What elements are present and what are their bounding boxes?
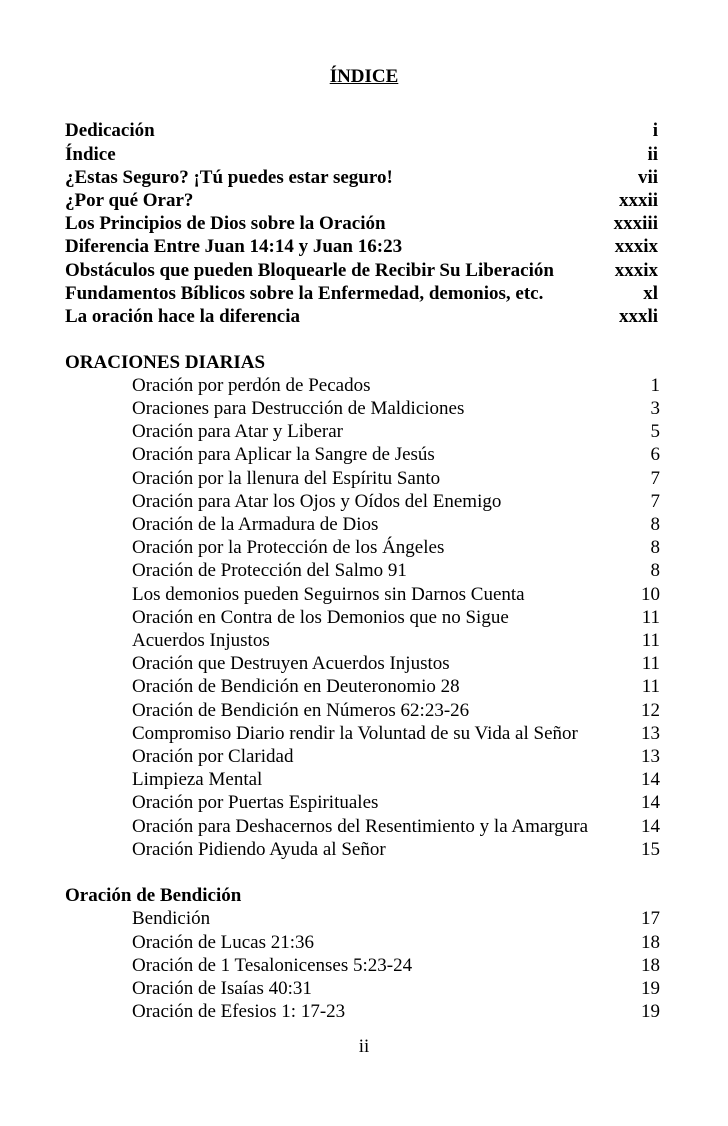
toc-entry xyxy=(0,305,728,328)
toc-entry-title: Oración en Contra de los Demonios que no Sigue xyxy=(132,607,509,628)
toc-entry-title: Oración de Lucas 21:36 xyxy=(132,932,315,953)
toc-entry-page: ii xyxy=(647,144,658,165)
toc-entry xyxy=(0,606,728,629)
toc-entry-page: 1 xyxy=(650,375,660,396)
toc-entry xyxy=(0,768,728,791)
toc-entry xyxy=(0,559,728,582)
toc-entry-page: 6 xyxy=(650,444,660,465)
toc-entry-title: Oración para Aplicar la Sangre de Jesús xyxy=(132,444,435,465)
toc-entry-title: Acuerdos Injustos xyxy=(132,630,270,651)
toc-entry-title: Los demonios pueden Seguirnos sin Darnos Cuenta xyxy=(132,584,525,605)
toc-entry-page: 14 xyxy=(641,792,660,813)
toc-entry-title: Oración de Isaías 40:31 xyxy=(132,978,312,999)
toc-entry-page: 13 xyxy=(641,723,660,744)
toc-entry-page: 18 xyxy=(641,932,660,953)
toc-entry-title: Oración por la llenura del Espíritu Santo xyxy=(132,468,441,489)
toc-entry xyxy=(0,235,728,258)
toc-entry-title: Oración que Destruyen Acuerdos Injustos xyxy=(132,653,450,674)
toc-entry-page: i xyxy=(652,120,658,141)
toc-entry xyxy=(0,954,728,977)
toc-entry xyxy=(0,652,728,675)
toc-entry-title: Oración para Atar los Ojos y Oídos del Enemigo xyxy=(132,491,502,512)
toc-entry xyxy=(0,629,728,652)
toc-entry-page: 14 xyxy=(641,769,660,790)
toc-entry-title: Oración para Deshacernos del Resentimiento y la Amargura xyxy=(132,816,589,837)
toc-entry-title: Diferencia Entre Juan 14:14 y Juan 16:23 xyxy=(65,236,403,257)
toc-entry xyxy=(0,699,728,722)
toc-entry-page: 11 xyxy=(641,676,660,697)
toc-entry-page: vii xyxy=(637,167,658,188)
toc-entry-page: 8 xyxy=(650,514,660,535)
toc-entry-title: Oraciones para Destrucción de Maldiciones xyxy=(132,398,465,419)
toc-entry xyxy=(0,143,728,166)
toc-entry-page: 15 xyxy=(641,839,660,860)
toc-entry-page: xxxii xyxy=(618,190,658,211)
toc-entry-title: Índice xyxy=(65,144,116,165)
toc-entry xyxy=(0,166,728,189)
toc-entry-title: Oración por Puertas Espirituales xyxy=(132,792,379,813)
toc-entry xyxy=(0,536,728,559)
toc-entry-title: Compromiso Diario rendir la Voluntad de su Vida al Señor xyxy=(132,723,578,744)
toc-entry-page: 19 xyxy=(641,978,660,999)
toc-entry-page: 5 xyxy=(650,421,660,442)
toc-entry-page: 12 xyxy=(641,700,660,721)
toc-entry xyxy=(0,583,728,606)
page-title-text: ÍNDICE xyxy=(329,66,399,87)
toc-entry xyxy=(0,374,728,397)
toc-entry-title: Oración de Protección del Salmo 91 xyxy=(132,560,407,581)
toc-entry-page: 8 xyxy=(650,560,660,581)
toc-entry-title: Oración de Bendición en Números 62:23-26 xyxy=(132,700,470,721)
toc-entry-title: Oración por perdón de Pecados xyxy=(132,375,371,396)
page-number: ii xyxy=(358,1036,370,1057)
section-heading: ORACIONES DIARIAS xyxy=(65,352,266,373)
toc-entry xyxy=(0,907,728,930)
toc-entry-title: Oración de Efesios 1: 17-23 xyxy=(132,1001,346,1022)
toc-entry-title: Obstáculos que pueden Bloquearle de Recibir Su Liberación xyxy=(65,260,554,281)
toc-entry-page: xxxiii xyxy=(613,213,658,234)
toc-entry-title: La oración hace la diferencia xyxy=(65,306,301,327)
toc-entry-title: Limpieza Mental xyxy=(132,769,263,790)
toc-entry-title: Oración de Bendición en Deuteronomio 28 xyxy=(132,676,460,697)
toc-entry xyxy=(0,977,728,1000)
toc-entry-page: xxxli xyxy=(618,306,658,327)
section-heading: Oración de Bendición xyxy=(65,885,242,906)
toc-entry xyxy=(0,490,728,513)
toc-entry-page: 14 xyxy=(641,816,660,837)
toc-entry xyxy=(0,282,728,305)
toc-entry-title: Oración Pidiendo Ayuda al Señor xyxy=(132,839,386,860)
toc-entry xyxy=(0,212,728,235)
toc-entry-title: Oración de la Armadura de Dios xyxy=(132,514,379,535)
toc-entry xyxy=(0,443,728,466)
toc-entry xyxy=(0,722,728,745)
toc-entry-page: 11 xyxy=(641,653,660,674)
toc-entry-page: 13 xyxy=(641,746,660,767)
toc-entry-page: 8 xyxy=(650,537,660,558)
toc-entry-page: 18 xyxy=(641,955,660,976)
toc-entry xyxy=(0,119,728,142)
toc-entry-title: Oración de 1 Tesalonicenses 5:23-24 xyxy=(132,955,413,976)
toc-entry xyxy=(0,931,728,954)
toc-entry-title: Bendición xyxy=(132,908,211,929)
toc-entry xyxy=(0,791,728,814)
toc-entry-page: 19 xyxy=(641,1001,660,1022)
toc-entry xyxy=(0,397,728,420)
toc-entry-title: Los Principios de Dios sobre la Oración xyxy=(65,213,386,234)
toc-entry xyxy=(0,838,728,861)
toc-entry-page: 17 xyxy=(641,908,660,929)
toc-entry-page: 7 xyxy=(650,468,660,489)
toc-entry xyxy=(0,513,728,536)
toc-entry xyxy=(0,745,728,768)
toc-entry xyxy=(0,420,728,443)
page-title xyxy=(0,66,728,88)
toc-entry-page: 10 xyxy=(641,584,660,605)
toc-entry-page: 11 xyxy=(641,630,660,651)
toc-entry xyxy=(0,259,728,282)
toc-entry-page: xxxix xyxy=(614,260,658,281)
toc-entry xyxy=(0,815,728,838)
toc-entry xyxy=(0,1000,728,1023)
toc-entry-title: Oración por la Protección de los Ángeles xyxy=(132,537,445,558)
toc-entry-title: Oración por Claridad xyxy=(132,746,294,767)
toc-entry-title: Fundamentos Bíblicos sobre la Enfermedad, demonios, etc. xyxy=(65,283,544,304)
toc-entry-page: xxxix xyxy=(614,236,658,257)
toc-entry xyxy=(0,189,728,212)
toc-entry-title: ¿Por qué Orar? xyxy=(65,190,194,211)
toc-entry-page: xl xyxy=(643,283,658,304)
toc-entry-title: Dedicación xyxy=(65,120,155,141)
toc-entry-title: ¿Estas Seguro? ¡Tú puedes estar seguro! xyxy=(65,167,393,188)
toc-entry xyxy=(0,467,728,490)
toc-entry-page: 3 xyxy=(650,398,660,419)
toc-entry-page: 7 xyxy=(650,491,660,512)
toc-entry-title: Oración para Atar y Liberar xyxy=(132,421,344,442)
toc-entry xyxy=(0,675,728,698)
toc-entry-page: 11 xyxy=(641,607,660,628)
